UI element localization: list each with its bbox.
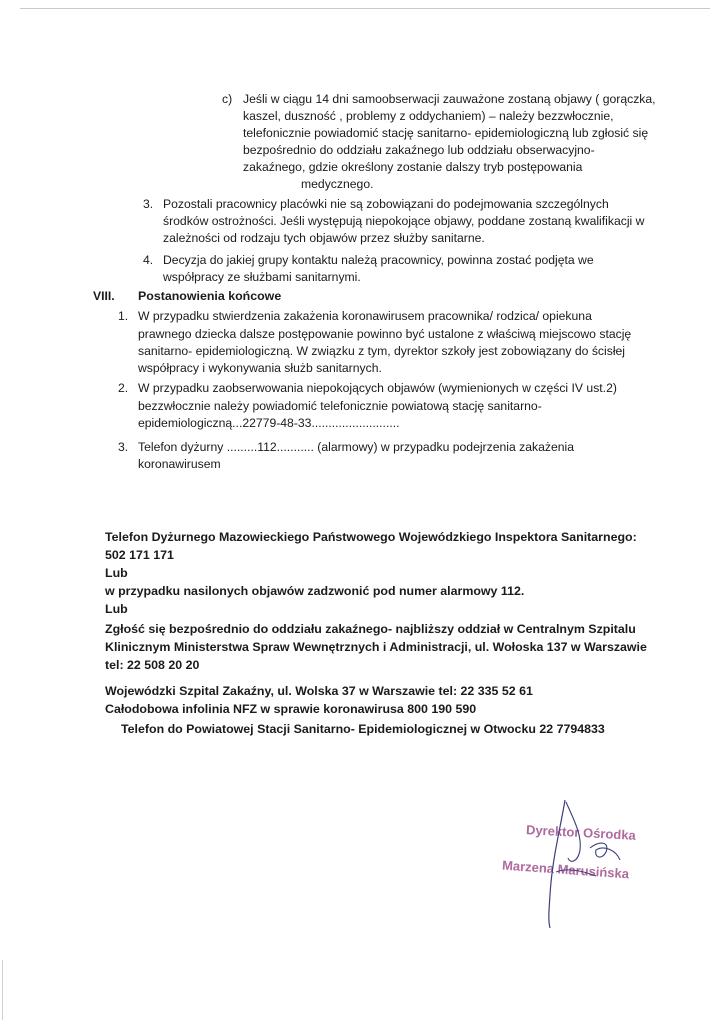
- contact-line: Telefon Dyżurnego Mazowieckiego Państwowego Wojewódzkiego Inspektora Sanitarnego:: [105, 530, 637, 544]
- contact-line: Całodobowa infolinia NFZ w sprawie koronawirusa 800 190 590: [105, 702, 477, 716]
- contact-line: Klinicznym Ministerstwa Spraw Wewnętrznych i Administracji, ul. Wołoska 137 w Warszawie: [105, 640, 647, 654]
- text-line: Telefon dyżurny .........112........... (alarmowy) w przypadku podejrzenia zakażenia: [138, 440, 575, 454]
- text-line: epidemiologiczną...22779-48-33..........................: [138, 416, 400, 430]
- section-numeral: VIII.: [93, 289, 115, 303]
- text-line: bezpośrednio do oddziału zakaźnego lub oddziału obserwacyjno-: [243, 143, 595, 157]
- text-line: prawnego dziecka dalsze postępowanie powinno być ustalone z właściwą miejscowo stację: [138, 327, 632, 341]
- text-line: W przypadku stwierdzenia zakażenia koronawirusem pracownika/ rodzica/ opiekuna: [138, 309, 592, 323]
- text-line: zakaźnego, gdzie określony zostanie dalszy tryb postępowania: [243, 160, 583, 174]
- list-marker: 4.: [143, 253, 154, 267]
- stamp-name: Marzena Marusińska: [501, 857, 630, 882]
- page-top-rule: [20, 8, 710, 9]
- section-title: Postanowienia końcowe: [138, 289, 282, 303]
- contact-line: Lub: [105, 566, 128, 580]
- scan-edge-mark: [2, 960, 3, 1020]
- list-marker: 1.: [118, 309, 129, 323]
- contact-line: tel: 22 508 20 20: [105, 658, 200, 672]
- text-line: telefonicznie powiadomić stację sanitarno- epidemiologiczną lub zgłosić się: [243, 126, 649, 140]
- text-line: Jeśli w ciągu 14 dni samoobserwacji zauważone zostaną objawy ( gorączka,: [243, 92, 656, 106]
- text-line: współpracy i wykonywania służb sanitarnych.: [138, 361, 382, 375]
- contact-line: 502 171 171: [105, 548, 174, 562]
- text-line: Pozostali pracownicy placówki nie są zobowiązani do podejmowania szczególnych: [163, 197, 609, 211]
- text-line: sanitarno- epidemiologiczną. W związku z tym, dyrektor szkoły jest zobowiązany do ścisłej: [138, 344, 626, 358]
- text-line: Decyzja do jakiej grupy kontaktu należą pracownicy, powinna zostać podjęta we: [163, 253, 594, 267]
- contact-line: Wojewódzki Szpital Zakaźny, ul. Wolska 37 w Warszawie tel: 22 335 52 61: [105, 684, 533, 698]
- list-marker: c): [222, 92, 233, 106]
- list-marker: 2.: [118, 381, 129, 395]
- contact-line: Zgłość się bezpośrednio do oddziału zakaźnego- najbliższy oddział w Centralnym Szpitalu: [105, 622, 636, 636]
- list-marker: 3.: [118, 440, 129, 454]
- list-marker: 3.: [143, 197, 154, 211]
- text-line: zależności od rodzaju tych objawów przez służby sanitarne.: [163, 231, 485, 245]
- stamp-title: Dyrektor Ośrodka: [525, 822, 637, 843]
- contact-line: Telefon do Powiatowej Stacji Sanitarno- Epidemiologicznej w Otwocku 22 7794833: [121, 722, 605, 736]
- handwritten-signature-icon: [470, 790, 670, 930]
- contact-line: w przypadku nasilonych objawów zadzwonić pod numer alarmowy 112.: [105, 584, 525, 598]
- text-line: bezzwłocznie należy powiadomić telefonicznie powiatową stację sanitarno-: [138, 399, 542, 413]
- text-line: kaszel, duszność , problemy z oddychaniem) – należy bezzwłocznie,: [243, 109, 614, 123]
- text-line: W przypadku zaobserwowania niepokojących objawów (wymienionych w części IV ust.2): [138, 381, 617, 395]
- text-line: środków ostrożności. Jeśli występują niepokojące objawy, poddane zostaną kwalifikacji w: [163, 214, 645, 228]
- text-line: koronawirusem: [138, 457, 221, 471]
- text-line: współpracy ze służbami sanitarnymi.: [163, 270, 361, 284]
- text-line: medycznego.: [301, 177, 374, 191]
- director-stamp: [470, 790, 670, 930]
- contact-line: Lub: [105, 602, 128, 616]
